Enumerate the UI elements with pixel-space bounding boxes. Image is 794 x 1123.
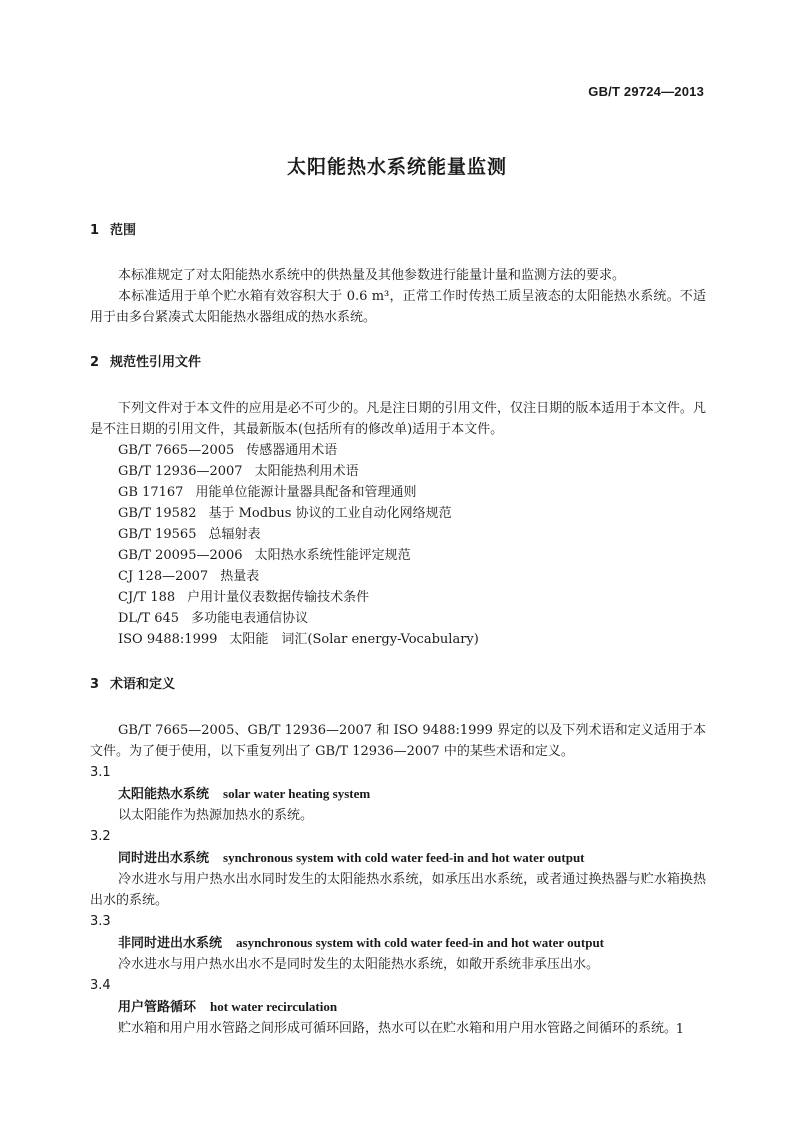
term-name-en: asynchronous system with cold water feed-in and hot water output (236, 935, 605, 950)
reference-name: 多功能电表通信协议 (191, 611, 309, 626)
reference-name: 户用计量仪表数据传输技术条件 (187, 590, 370, 605)
term-number: 3.1 (90, 765, 111, 780)
section-number: 3 (90, 677, 100, 692)
paragraph: 本标准适用于单个贮水箱有效容积大于 0.6 m³，正常工作时传热工质呈液态的太阳能热水系统。不适用于由多台紧凑式太阳能热水器组成的热水系统。 (90, 289, 706, 325)
reference-item (90, 482, 706, 503)
reference-item (90, 566, 706, 587)
section-title: 规范性引用文件 (110, 355, 202, 370)
term-name (90, 783, 706, 805)
reference-item (90, 461, 706, 482)
paragraph: 本标准规定了对太阳能热水系统中的供热量及其他参数进行能量计量和监测方法的要求。 (118, 268, 626, 283)
section-number: 2 (90, 355, 100, 370)
document-body (90, 220, 706, 1039)
reference-name: 热量表 (220, 569, 260, 584)
document-title: 太阳能热水系统能量监测 (286, 156, 507, 178)
reference-item (90, 587, 706, 608)
reference-name: 总辐射表 (208, 527, 261, 542)
reference-item (90, 608, 706, 629)
term-name-zh: 非同时进出水系统 (118, 936, 223, 951)
reference-item (90, 545, 706, 566)
reference-name: 太阳热水系统性能评定规范 (254, 548, 411, 563)
term-number: 3.4 (90, 978, 111, 993)
term-definition: 以太阳能作为热源加热水的系统。 (118, 808, 314, 823)
term-definition: 冷水进水与用户热水出水不是同时发生的太阳能热水系统，如敞开系统非承压出水。 (118, 957, 600, 972)
reference-code: GB/T 19565 (118, 527, 197, 542)
reference-code: GB/T 7665—2005 (118, 443, 235, 458)
term-name (90, 996, 706, 1018)
reference-code: GB/T 20095—2006 (118, 548, 243, 563)
reference-code: DL/T 645 (118, 611, 180, 626)
reference-name: 太阳能热利用术语 (254, 464, 359, 479)
section-number: 1 (90, 223, 100, 238)
paragraph: GB/T 7665—2005、GB/T 12936—2007 和 ISO 9488:1999 界定的以及下列术语和定义适用于本文件。为了便于使用，以下重复列出了 GB/T 12936—2007 中的某些术语和定义。 (90, 723, 706, 759)
reference-name: 传感器通用术语 (246, 443, 338, 458)
term-definition: 贮水箱和用户用水管路之间形成可循环回路，热水可以在贮水箱和用户用水管路之间循环的系统。 (118, 1021, 678, 1036)
section-heading (90, 352, 706, 373)
section-heading (90, 220, 706, 241)
reference-item (90, 524, 706, 545)
reference-name: 太阳能 词汇(Solar energy-Vocabulary) (229, 632, 479, 647)
reference-code: ISO 9488:1999 (118, 632, 218, 647)
reference-code: GB 17167 (118, 485, 184, 500)
reference-code: GB/T 19582 (118, 506, 197, 521)
section-title: 术语和定义 (110, 677, 176, 692)
section-title: 范围 (110, 223, 137, 238)
term-number: 3.2 (90, 829, 111, 844)
reference-item (90, 440, 706, 461)
term-name-zh: 太阳能热水系统 (118, 787, 210, 802)
reference-name: 用能单位能源计量器具配备和管理通则 (195, 485, 417, 500)
term-name-en: hot water recirculation (210, 999, 338, 1014)
term-name-en: solar water heating system (223, 786, 371, 801)
paragraph: 下列文件对于本文件的应用是必不可少的。凡是注日期的引用文件，仅注日期的版本适用于本文件。凡是不注日期的引用文件，其最新版本(包括所有的修改单)适用于本文件。 (90, 401, 706, 437)
reference-code: CJ 128—2007 (118, 569, 209, 584)
section-heading (90, 674, 706, 695)
term-name (90, 932, 706, 954)
term-name-zh: 同时进出水系统 (118, 851, 210, 866)
reference-code: GB/T 12936—2007 (118, 464, 243, 479)
term-name-en: synchronous system with cold water feed-in and hot water output (223, 850, 585, 865)
reference-item (90, 503, 706, 524)
page-number: 1 (675, 1022, 684, 1037)
reference-name: 基于 Modbus 协议的工业自动化网络规范 (208, 506, 452, 521)
standard-code: GB/T 29724—2013 (588, 84, 704, 99)
term-name-zh: 用户管路循环 (118, 1000, 197, 1015)
term-name (90, 847, 706, 869)
reference-item (90, 629, 706, 650)
term-number: 3.3 (90, 914, 111, 929)
reference-code: CJ/T 188 (118, 590, 176, 605)
term-definition: 冷水进水与用户热水出水同时发生的太阳能热水系统，如承压出水系统，或者通过换热器与贮水箱换热出水的系统。 (90, 872, 706, 908)
